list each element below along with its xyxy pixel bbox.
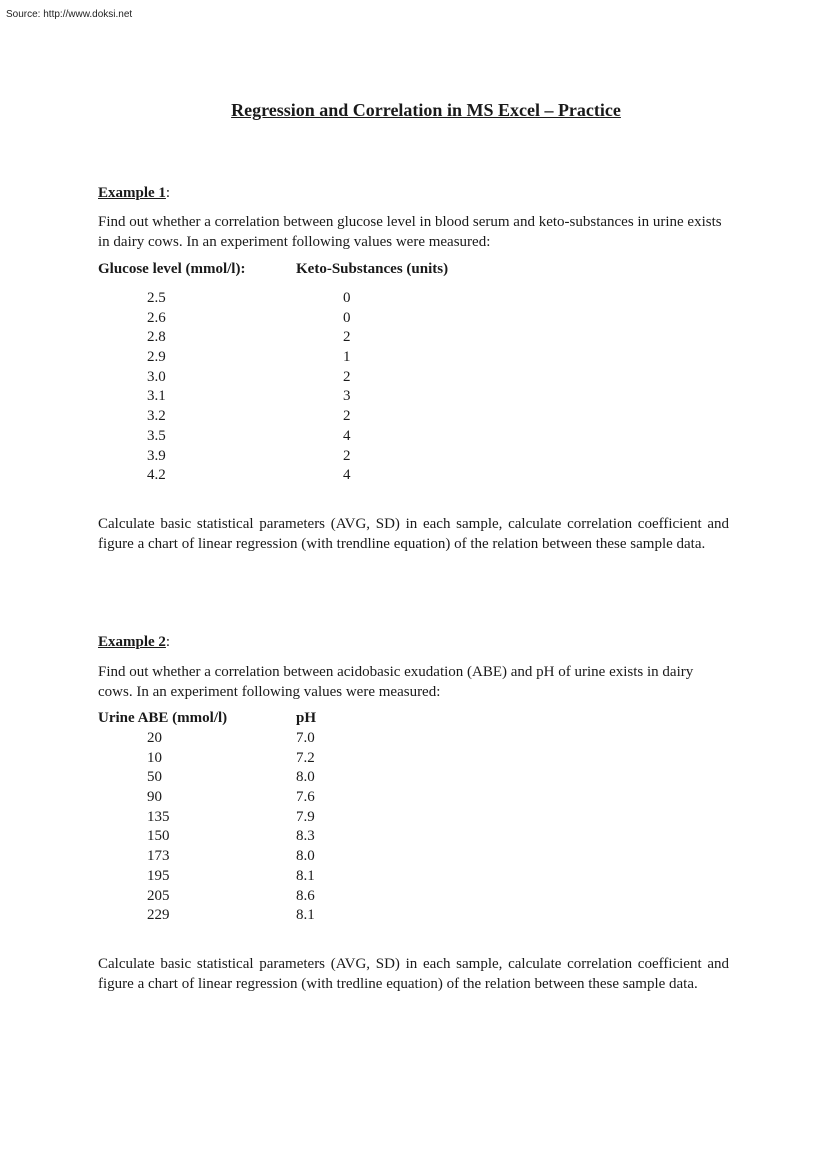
example-2-ph-value: 7.2: [296, 749, 315, 766]
example-1-task: Calculate basic statistical parameters (AVG, SD) in each sample, calculate correlation coefficient and figure a chart of linear regression (with trendline equation) of the relation between these sample data.: [98, 516, 729, 552]
source-note: Source: http://www.doksi.net: [6, 9, 133, 20]
example-1-col1-header: Glucose level (mmol/l):: [98, 261, 246, 277]
example-2-col2-values: [296, 729, 315, 926]
example-2-col2-header: pH: [296, 710, 317, 726]
example-2-intro: Find out whether a correlation between acidobasic exudation (ABE) and pH of urine exists in dairy cows. In an experiment following values were measured:: [98, 664, 694, 700]
example-1-glucose-value: 2.5: [147, 290, 166, 306]
example-2-abe-value: 173: [147, 848, 170, 865]
example-2-abe-value: 20: [147, 730, 162, 746]
example-1-keto-value: 2: [343, 408, 351, 425]
example-1-glucose-value: 3.5: [147, 427, 166, 444]
example-2-ph-value: 8.0: [296, 848, 315, 865]
example-2-ph-value: 8.6: [296, 887, 315, 904]
example-2-ph-value: 7.6: [296, 789, 315, 806]
example-2-abe-value: 90: [147, 789, 162, 806]
example-2-ph-value: 8.1: [296, 867, 315, 884]
example-1-keto-value: 4: [343, 427, 351, 444]
example-1-glucose-value: 3.9: [147, 447, 166, 464]
example-1-glucose-value: 2.6: [147, 309, 166, 326]
example-1-keto-value: 0: [343, 290, 351, 306]
example-1-keto-value: 1: [343, 349, 351, 366]
example-1-keto-value: 4: [343, 467, 351, 484]
example-1-glucose-value: 3.1: [147, 388, 166, 405]
example-2-abe-value: 50: [147, 769, 162, 786]
example-2-abe-value: 205: [147, 887, 170, 904]
example-1-keto-value: 2: [343, 329, 351, 346]
example-2-ph-value: 8.1: [296, 907, 315, 924]
example-2-col1-values: [147, 729, 170, 926]
example-2-col1-header: Urine ABE (mmol/l): [98, 710, 228, 726]
example-1-glucose-value: 2.9: [147, 349, 166, 366]
example-1-col2-header: Keto-Substances (units): [296, 261, 449, 277]
example-1-keto-value: 2: [343, 368, 351, 385]
example-1-glucose-value: 4.2: [147, 467, 166, 484]
example-2-abe-value: 195: [147, 867, 170, 884]
example-2-abe-value: 229: [147, 907, 170, 924]
example-2-ph-value: 8.3: [296, 828, 315, 845]
example-1-glucose-value: 2.8: [147, 329, 166, 346]
example-2-ph-value: 7.0: [296, 730, 315, 746]
example-1-keto-value: 3: [343, 388, 351, 405]
example-1-glucose-value: 3.0: [147, 368, 166, 385]
example-2-abe-value: 150: [147, 828, 170, 845]
example-1-col1-values: [147, 289, 166, 486]
example-2-heading: Example 2:: [98, 634, 171, 650]
example-2-task: Calculate basic statistical parameters (AVG, SD) in each sample, calculate correlation coefficient and figure a chart of linear regression (with tredline equation) of the relation between these sample data.: [98, 956, 729, 992]
example-1-col2-values: [343, 289, 351, 486]
example-1-heading: Example 1:: [98, 185, 171, 201]
example-2-ph-value: 8.0: [296, 769, 315, 786]
example-1-keto-value: 0: [343, 309, 351, 326]
example-2-ph-value: 7.9: [296, 808, 315, 825]
example-1-intro: Find out whether a correlation between glucose level in blood serum and keto-substances in urine exists in dairy cows. In an experiment following values were measured:: [98, 214, 722, 250]
page-title: Regression and Correlation in MS Excel – Practice: [231, 100, 621, 120]
example-1-keto-value: 2: [343, 447, 351, 464]
example-2-abe-value: 135: [147, 808, 170, 825]
example-2-abe-value: 10: [147, 749, 162, 766]
example-1-glucose-value: 3.2: [147, 408, 166, 425]
